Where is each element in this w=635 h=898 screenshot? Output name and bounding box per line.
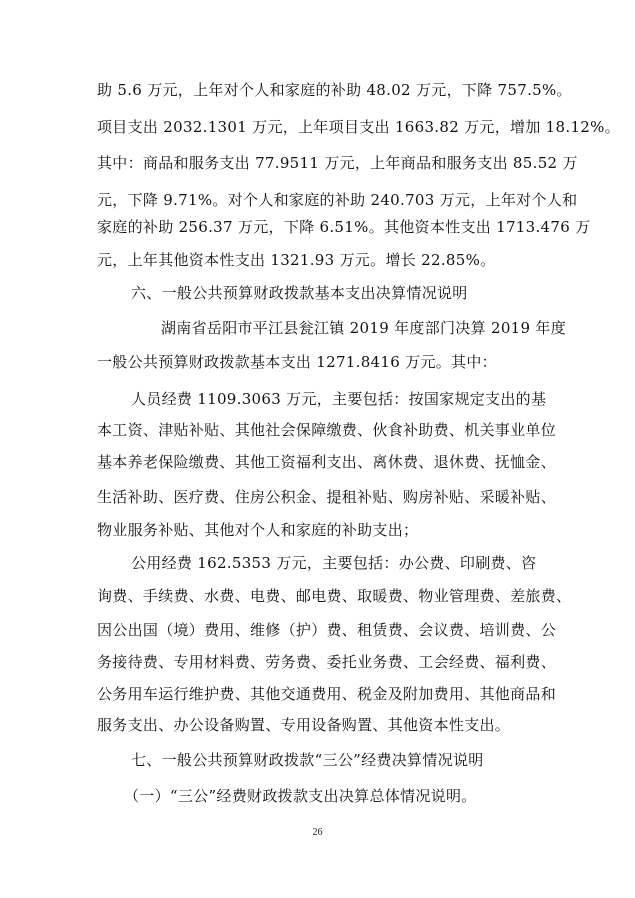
body-text-line: 元，上年其他资本性支出 1321.93 万元。增长 22.85%。 <box>97 251 496 269</box>
page-number: 26 <box>312 827 323 838</box>
body-text-line: 本工资、津贴补贴、其他社会保障缴费、伙食补助费、机关事业单位 <box>97 421 557 439</box>
body-text-line: 询费、手续费、水费、电费、邮电费、取暖费、物业管理费、差旅费、 <box>97 587 572 605</box>
body-text-line: 因公出国（境）费用、维修（护）费、租赁费、会议费、培训费、公 <box>97 621 557 639</box>
body-text-line: 其中：商品和服务支出 77.9511 万元，上年商品和服务支出 85.52 万 <box>97 154 578 172</box>
body-text-line: 物业服务补贴、其他对个人和家庭的补助支出； <box>97 521 419 539</box>
body-text-line: 生活补助、医疗费、住房公积金、提租补贴、购房补贴、采暖补贴、 <box>97 488 557 506</box>
body-text-line: 人员经费 1109.3063 万元，主要包括：按国家规定支出的基 <box>131 390 547 408</box>
body-text-line: 湖南省岳阳市平江县瓮江镇 2019 年度部门决算 2019 年度 <box>161 319 567 337</box>
body-text-line: 基本养老保险缴费、其他工资福利支出、离休费、退休费、抚恤金、 <box>97 453 557 471</box>
body-text-line: 公务用车运行维护费、其他交通费用、税金及附加费用、其他商品和 <box>97 685 557 703</box>
body-text-line: 务接待费、专用材料费、劳务费、委托业务费、工会经费、福利费、 <box>97 653 557 671</box>
body-text-line: 家庭的补助 256.37 万元，下降 6.51%。其他资本性支出 1713.476 万 <box>97 218 591 236</box>
body-text-line: 项目支出 2032.1301 万元，上年项目支出 1663.82 万元，增加 18.12%。 <box>97 118 620 136</box>
body-text-line: 元，下降 9.71%。对个人和家庭的补助 240.703 万元，上年对个人和 <box>97 191 578 209</box>
body-text-line: 一般公共预算财政拨款基本支出 1271.8416 万元。其中： <box>97 353 497 371</box>
body-text-line: 助 5.6 万元，上年对个人和家庭的补助 48.02 万元，下降 757.5%。 <box>97 81 572 99</box>
body-text-line: 服务支出、办公设备购置、专用设备购置、其他资本性支出。 <box>97 716 511 734</box>
section-heading: 六、一般公共预算财政拨款基本支出决算情况说明 <box>131 284 468 302</box>
section-heading: 七、一般公共预算财政拨款“三公”经费决算情况说明 <box>131 751 484 769</box>
body-text-line: 公用经费 162.5353 万元，主要包括：办公费、印刷费、咨 <box>131 554 537 572</box>
subsection-heading: （一）“三公”经费财政拨款支出决算总体情况说明。 <box>124 787 477 805</box>
